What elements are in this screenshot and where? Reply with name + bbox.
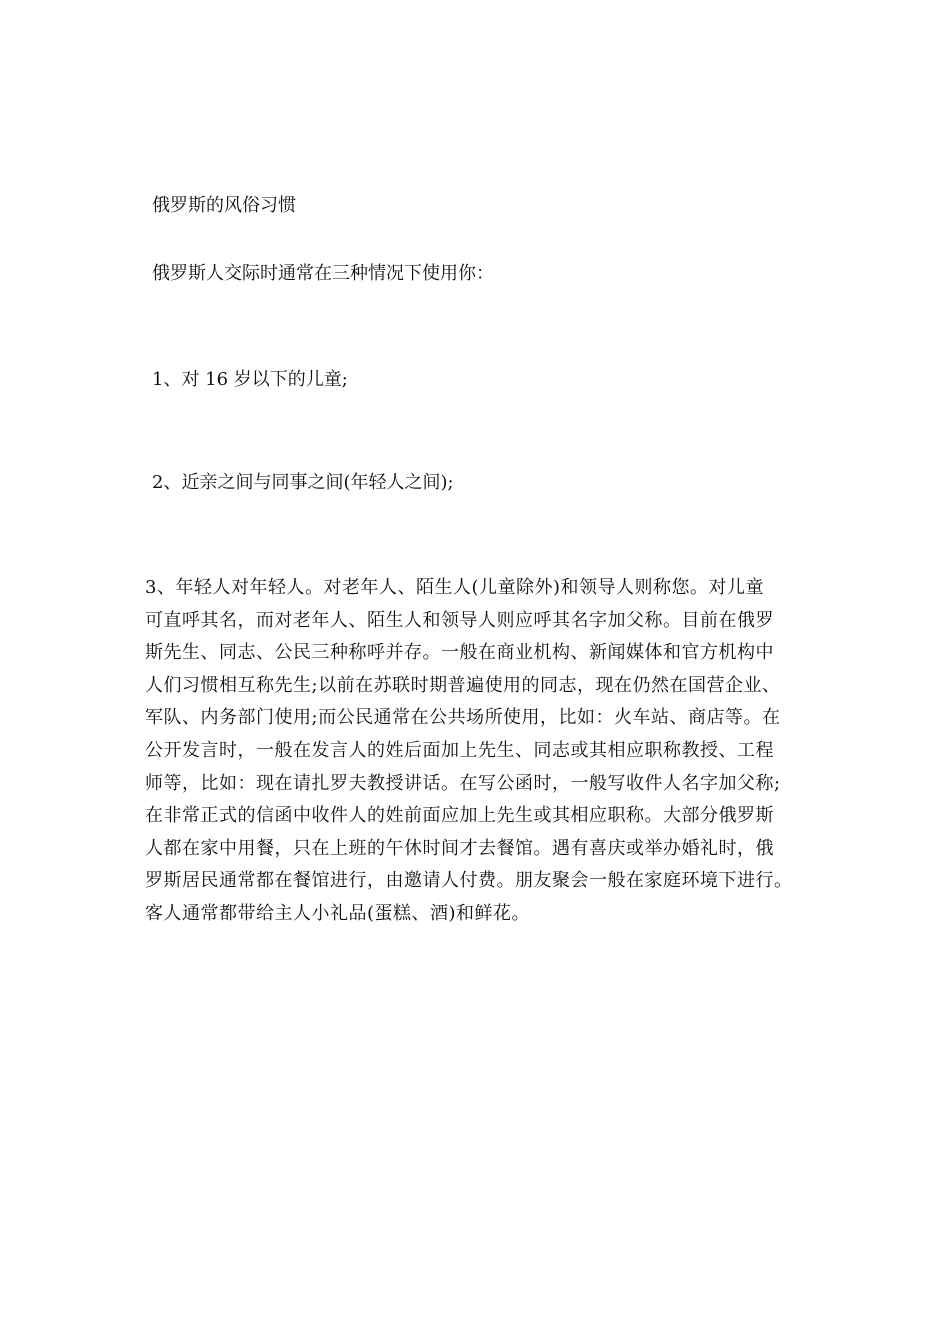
paragraph-line: 斯先生、同志、公民三种称呼并存。一般在商业机构、新闻媒体和官方机构中	[145, 642, 774, 664]
list-item-2: 2、近亲之间与同事之间(年轻人之间);	[152, 472, 454, 493]
list-item-1: 1、对 16 岁以下的儿童;	[152, 369, 348, 390]
paragraph-line: 人们习惯相互称先生;以前在苏联时期普遍使用的同志，现在仍然在国营企业、	[145, 674, 781, 696]
paragraph-line: 罗斯居民通常都在餐馆进行，由邀请人付费。朋友聚会一般在家庭环境下进行。	[145, 870, 793, 892]
document-title: 俄罗斯的风俗习惯	[152, 195, 296, 216]
paragraph-line: 客人通常都带给主人小礼品(蛋糕、酒)和鲜花。	[145, 902, 531, 924]
paragraph-line: 人都在家中用餐，只在上班的午休时间才去餐馆。遇有喜庆或举办婚礼时，俄	[145, 837, 774, 859]
paragraph-line: 公开发言时，一般在发言人的姓后面加上先生、同志或其相应职称教授、工程	[145, 739, 774, 761]
paragraph-line: 3、年轻人对年轻人。对老年人、陌生人(儿童除外)和领导人则称您。对儿童	[145, 577, 764, 598]
list-item-3-paragraph	[145, 572, 810, 931]
paragraph-line: 可直呼其名，而对老年人、陌生人和领导人则应呼其名字加父称。目前在俄罗	[145, 609, 774, 631]
intro-paragraph: 俄罗斯人交际时通常在三种情况下使用你：	[152, 263, 494, 284]
paragraph-line: 军队、内务部门使用;而公民通常在公共场所使用，比如：火车站、商店等。在	[145, 707, 781, 729]
paragraph-line: 师等，比如：现在请扎罗夫教授讲话。在写公函时，一般写收件人名字加父称;	[145, 772, 781, 794]
paragraph-line: 在非常正式的信函中收件人的姓前面应加上先生或其相应职称。大部分俄罗斯	[145, 805, 774, 827]
